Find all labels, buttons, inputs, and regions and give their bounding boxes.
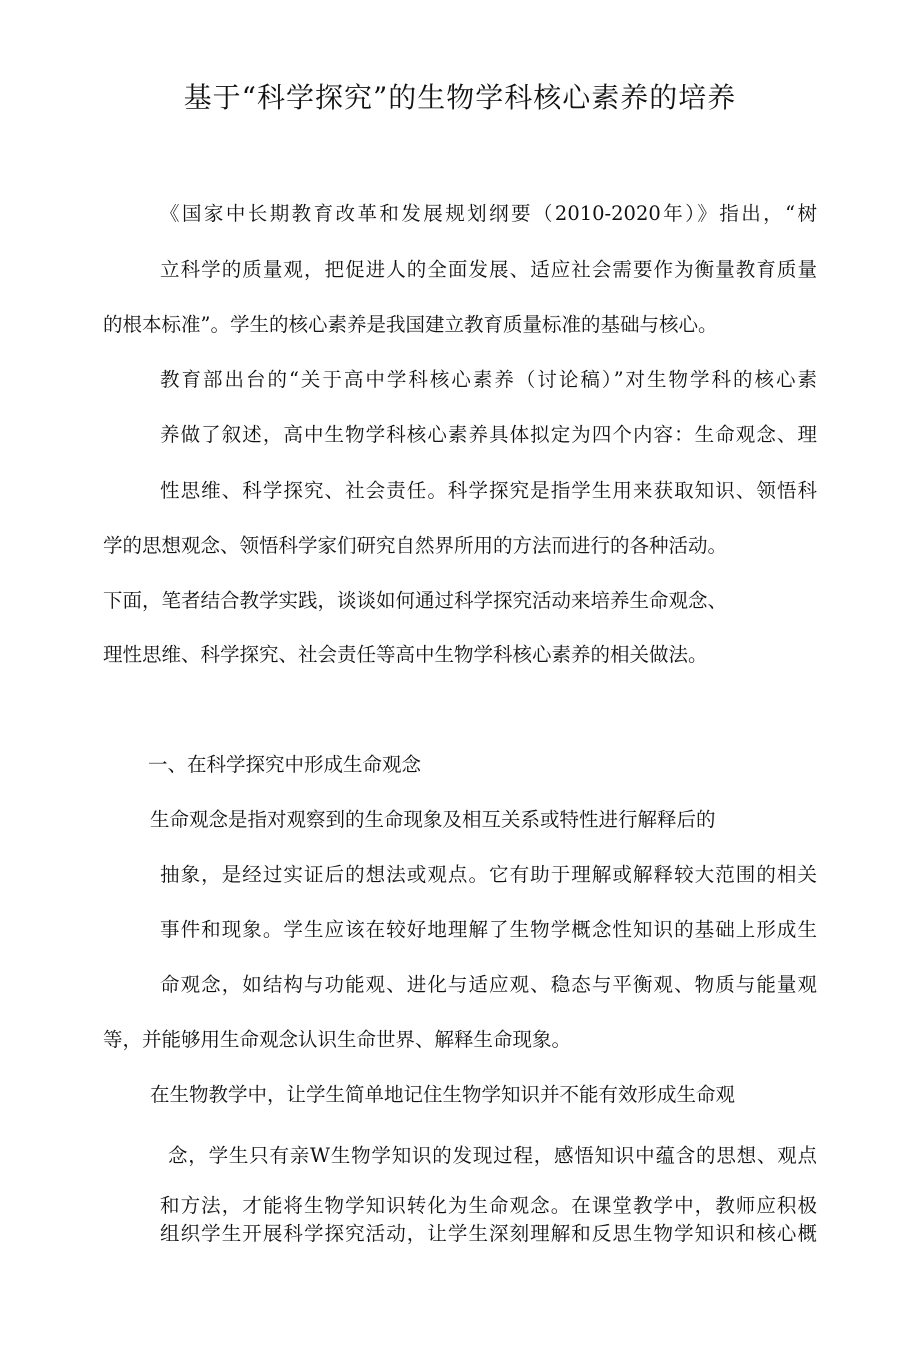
section-heading: 一、在科学探究中形成生命观念 <box>148 753 422 776</box>
paragraph-line: 和方法，才能将生物学知识转化为生命观念。在课堂教学中，教师应积极 <box>160 1194 817 1217</box>
paragraph-line: 养做了叙述，高中生物学科核心素养具体拟定为四个内容：生命观念、理 <box>160 423 817 446</box>
paragraph-line: 教育部出台的“关于高中学科核心素养（讨论稿）”对生物学科的核心素 <box>160 368 817 391</box>
paragraph-line: 念，学生只有亲W生物学知识的发现过程，感悟知识中蕴含的思想、观点 <box>168 1144 817 1167</box>
paragraph-line: 命观念，如结构与功能观、进化与适应观、稳态与平衡观、物质与能量观 <box>160 973 817 996</box>
paragraph-line: 在生物教学中，让学生简单地记住生物学知识并不能有效形成生命观 <box>150 1083 736 1106</box>
paragraph-line: 立科学的质量观，把促进人的全面发展、适应社会需要作为衡量教育质量 <box>160 258 817 281</box>
document-title: 基于“科学探究”的生物学科核心素养的培养 <box>183 81 737 114</box>
paragraph-line: 组织学生开展科学探究活动，让学生深刻理解和反思生物学知识和核心概 <box>160 1222 817 1245</box>
paragraph-line: 的根本标准”。学生的核心素养是我国建立教育质量标准的基础与核心。 <box>103 313 718 336</box>
paragraph-line: 理性思维、科学探究、社会责任等高中生物学科核心素养的相关做法。 <box>103 643 708 666</box>
paragraph-line: 生命观念是指对观察到的生命现象及相互关系或特性进行解释后的 <box>150 808 716 831</box>
paragraph-line: 学的思想观念、领悟科学家们研究自然界所用的方法而进行的各种活动。 <box>103 534 728 557</box>
paragraph-line: 《国家中长期教育改革和发展规划纲要（2010-2020年）》指出，“树 <box>160 202 817 225</box>
paragraph-line: 下面，笔者结合教学实践，谈谈如何通过科学探究活动来培养生命观念、 <box>103 589 728 612</box>
paragraph-line: 抽象，是经过实证后的想法或观点。它有助于理解或解释较大范围的相关 <box>160 863 817 886</box>
paragraph-line: 性思维、科学探究、社会责任。科学探究是指学生用来获取知识、领悟科 <box>160 479 817 502</box>
paragraph-line: 事件和现象。学生应该在较好地理解了生物学概念性知识的基础上形成生 <box>160 918 817 941</box>
paragraph-line: 等，并能够用生命观念认识生命世界、解释生命现象。 <box>103 1028 572 1051</box>
